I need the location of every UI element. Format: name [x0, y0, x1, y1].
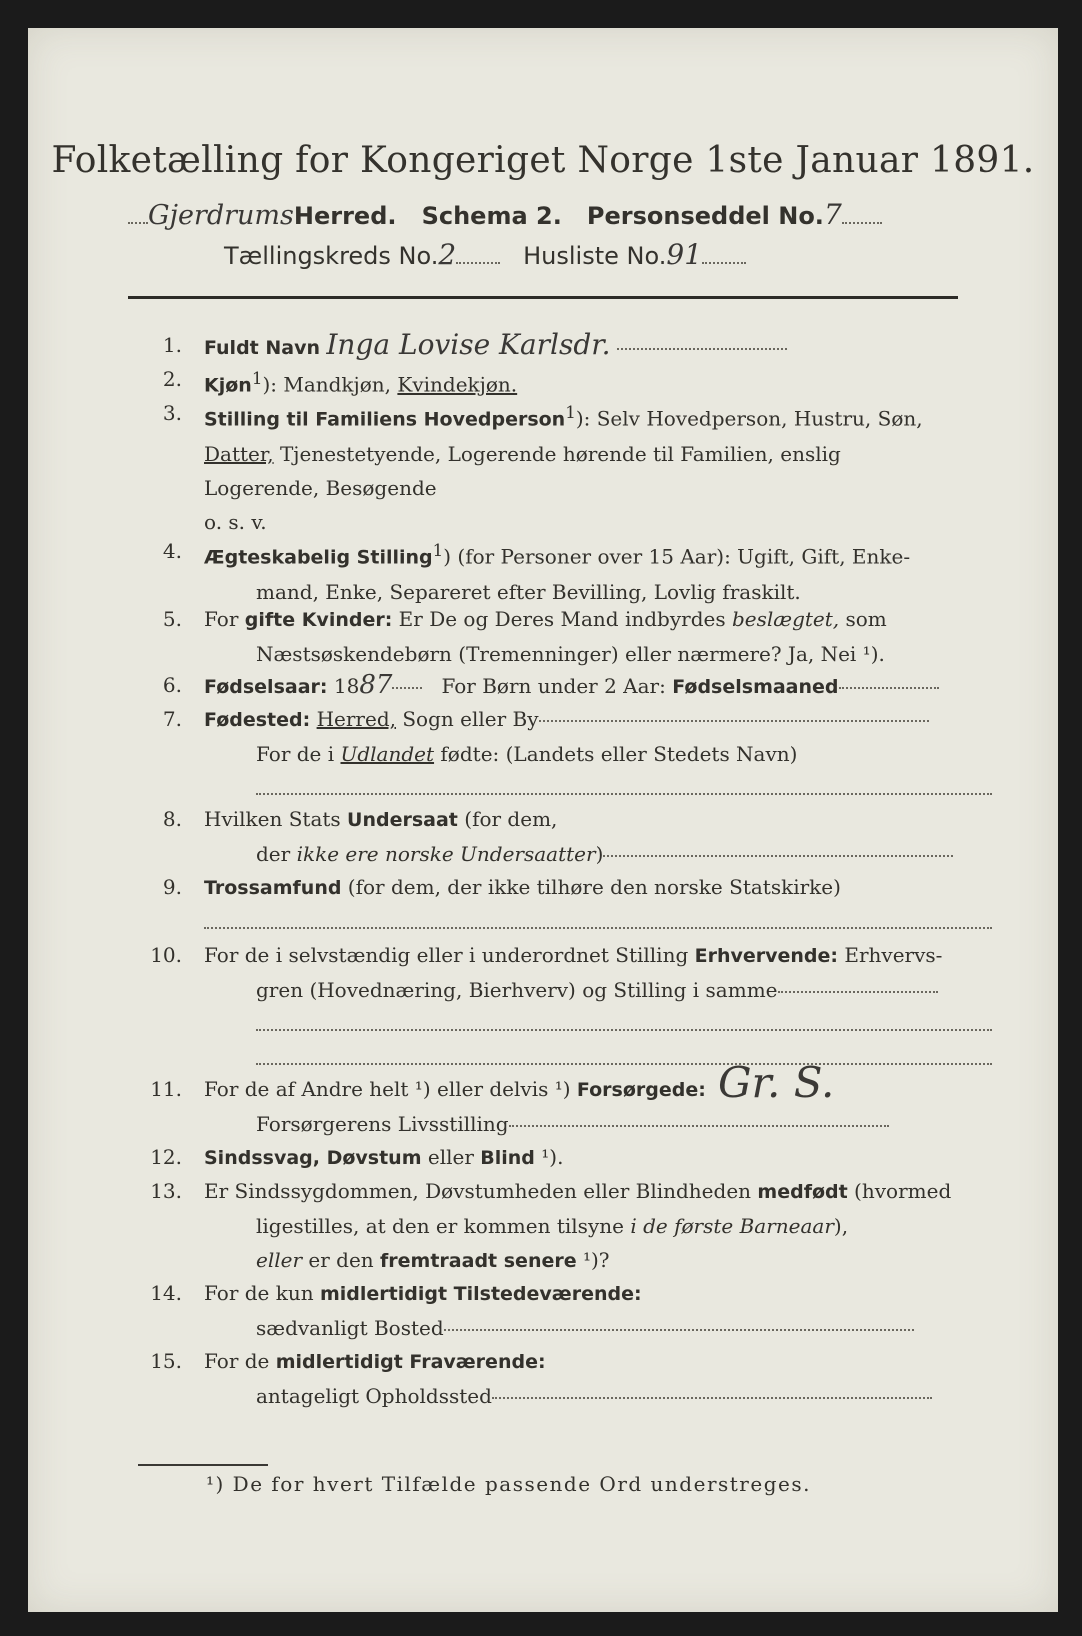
item-number: 3.: [162, 401, 182, 425]
item-number: 7.: [162, 707, 182, 731]
item-number: 11.: [150, 1077, 182, 1101]
item-number: 9.: [162, 875, 182, 899]
kreds-value: 2: [438, 238, 457, 271]
herred-label: Herred.: [293, 202, 397, 230]
provider-value: Gr. S.: [718, 1058, 835, 1107]
herred-value: Gjerdrums: [148, 200, 294, 231]
personseddel-label: Personseddel No.: [586, 202, 824, 230]
name-value: Inga Lovise Karlsdr.: [326, 328, 611, 361]
item-number: 13.: [150, 1179, 182, 1203]
item-number: 15.: [150, 1349, 182, 1373]
item-number: 6.: [162, 673, 182, 697]
footnote: ¹) De for hvert Tilfælde passende Ord understreges.: [206, 1472, 811, 1496]
birthplace-label: Fødested:: [204, 709, 311, 731]
item-number: 5.: [162, 607, 182, 631]
item-number: 10.: [150, 943, 182, 967]
religion-label: Trossamfund: [204, 877, 342, 899]
footnote-rule: [138, 1464, 268, 1466]
family-position-value: Datter,: [204, 441, 274, 466]
item-number: 2.: [162, 367, 182, 391]
item-number: 8.: [162, 807, 182, 831]
birthyear-label: Fødselsaar:: [204, 676, 328, 698]
header-rule: [128, 296, 958, 299]
sex-label: Kjøn: [204, 374, 252, 397]
schema-label: Schema 2.: [421, 202, 562, 230]
item-number: 14.: [150, 1281, 182, 1305]
name-label: Fuldt Navn: [204, 337, 321, 359]
marital-label: Ægteskabelig Stilling: [204, 546, 433, 569]
birthplace-value: Herred,: [316, 707, 396, 731]
personseddel-value: 7: [823, 198, 842, 231]
form-title: Folketælling for Kongeriget Norge 1ste Januar 1891.: [51, 140, 1035, 181]
item-number: 1.: [162, 333, 182, 357]
family-position-label: Stilling til Familiens Hovedperson: [204, 408, 566, 431]
sex-value: Kvindekjøn.: [397, 372, 518, 397]
census-form: Folketælling for Kongeriget Norge 1ste Januar 1891. GjerdrumsHerred. Schema 2. Personseddel No.7 Tællingskreds No.2 Husliste No.91 1. Fuldt Navn Inga Lovise Karlsdr. 2. Kjøn$^1$): Mandkjøn, Kvindekjøn. 3. Stilling til Familiens Hovedperson$^1$): Selv Hovedperson, Hustru, Søn, Datter, Tjenestetyende, Logerende hørende til Familien, enslig Logerende, Besøgende o. s. v. 4. Ægteskabelig Stilling$^1$) (for Personer over 15 Aar): Ugift, Gift, Enke- mand, Enke, Separeret efter Bevilling, Lovlig fraskilt. 5. For gifte Kvinder: Er De og Deres Mand indbyrdes beslægtet, som Næstsøskendebørn (Tremenninger) eller nærmere? Ja, Nei ¹). 6. Fødselsaar: 1887 For Børn under 2 Aar: Fødselsmaaned 7. Fødested: Herred, Sogn eller By For de i Udlandet fødte: (Landets eller Stedets Navn) 8. Hvilken Stats Undersaat (for dem, der ikke ere norske Undersaatter) 9. Trossamfund (for dem, der ikke tilhøre den norske Statskirke) 10. For de i selvstændig eller i underordnet Stilling Erhvervende: Erhvervs- gren (Hovednæring, Bierhverv) og Stilling i samme 11. For de af Andre helt ¹) eller delvis ¹) Forsørgede: Forsørgerens Livsstilling Gr. S. 12. Sindssvag, Døvstum eller Blind ¹). 13. Er Sindssygdommen, Døvstumheden eller Blindheden medfødt (hvormed ligestilles, at den er kommen tilsyne i de første Barneaar), eller er den fremtraadt senere ¹)? 14. For de kun midlertidigt Tilstedeværende: sædvanligt Bosted 15. For de midlertidigt Fraværende: antageligt Opholdssted ¹) De for hvert Tilfælde passende Ord understreges.: [28, 28, 1058, 1612]
herred-line: [128, 198, 882, 231]
item-number: 4.: [162, 539, 182, 563]
kreds-line: [224, 238, 746, 271]
husliste-label: Husliste No.: [523, 242, 667, 270]
husliste-value: 91: [666, 238, 703, 271]
birthyear-value: 87: [359, 670, 393, 700]
item-number: 12.: [150, 1145, 182, 1169]
kreds-label: Tællingskreds No.: [224, 242, 439, 270]
